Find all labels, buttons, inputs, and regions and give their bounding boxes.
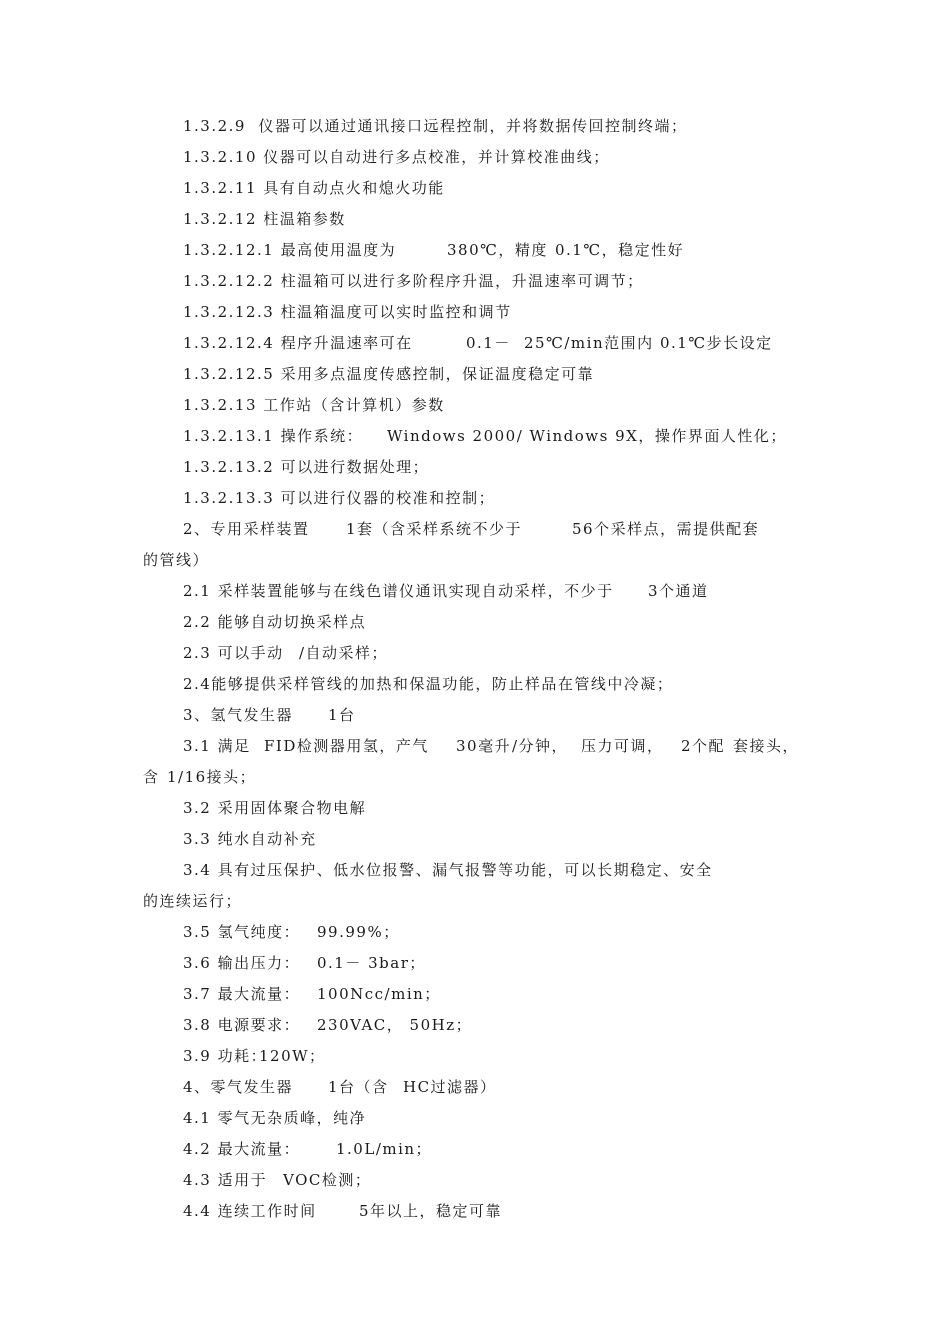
line-text: 1.0L/min； — [336, 1140, 433, 1158]
line-text: 1.3.2.13.2 可以进行数据处理； — [183, 458, 430, 476]
line-text: 1.3.2.10 仪器可以自动进行多点校准，并计算校准曲线； — [183, 148, 610, 166]
line-text: 99.99%； — [317, 923, 400, 941]
line-text: 3.3 纯水自动补充 — [183, 830, 317, 848]
line-text: Windows 2000/ Windows 9X，操作界面人性化； — [387, 427, 787, 445]
line-text: 2.2 能够自动切换采样点 — [183, 613, 367, 631]
line-text: /自动采样； — [299, 644, 389, 662]
line-text: 的管线） — [143, 551, 210, 569]
line-text: 含 — [143, 768, 160, 786]
line-text: /分钟， — [512, 737, 569, 755]
line-text: 5年以上，稳定可靠 — [359, 1202, 503, 1220]
line-text: 套接头， — [733, 737, 800, 755]
line-text: 0.1－ 3bar； — [317, 954, 426, 972]
line-text: 2、专用采样装置 — [183, 520, 310, 538]
line-text: 4.3 适用于 — [183, 1171, 268, 1189]
line-text: 1套（含采样系统不少于 — [346, 520, 523, 538]
line-text: 1.3.2.11 具有自动点火和熄火功能 — [183, 179, 445, 197]
line-text: 3.9 功耗： — [183, 1047, 268, 1065]
line-text: 56个采样点，需提供配套 — [572, 520, 760, 538]
line-text: VOC检测； — [283, 1171, 372, 1189]
text-line — [183, 1201, 503, 1281]
line-text: 1.3.2.9 仪器可以通过通讯接口远程控制，并将数据传回控制终端； — [183, 117, 688, 135]
line-text: 0.1℃，稳定性好 — [555, 241, 685, 259]
line-text: 380℃，精度 — [447, 241, 548, 259]
line-text: 1台（含 — [328, 1078, 389, 1096]
line-text: 30毫升 — [456, 737, 512, 755]
line-text: 1台 — [328, 706, 356, 724]
line-text: 1.3.2.12 柱温箱参数 — [183, 210, 346, 228]
line-text: 压力可调， — [581, 737, 664, 755]
line-text: 1.3.2.12.3 柱温箱温度可以实时监控和调节 — [183, 303, 512, 321]
line-text: 3.7 最大流量： — [183, 985, 301, 1003]
line-text: 3.5 氢气纯度： — [183, 923, 301, 941]
line-text: FID检测器用氢，产气 — [264, 737, 429, 755]
line-text: 1.3.2.13 工作站（含计算机）参数 — [183, 396, 445, 414]
line-text: 4、零气发生器 — [183, 1078, 294, 1096]
line-text: 230VAC， 50Hz； — [317, 1016, 473, 1034]
line-text: 120W； — [259, 1047, 326, 1065]
line-text: 2.4能够提供采样管线的加热和保温功能，防止样品在管线中冷凝； — [183, 675, 674, 693]
line-text: 3.4 具有过压保护、低水位报警、漏气报警等功能，可以长期稳定、安全 — [183, 861, 713, 879]
line-text: 0.1℃步长设定 — [660, 334, 773, 352]
line-text: 4.4 连续工作时间 — [183, 1202, 317, 1220]
line-text: 1.3.2.13.1 操作系统： — [183, 427, 364, 445]
line-text: 4.1 零气无杂质峰，纯净 — [183, 1109, 367, 1127]
line-text: 2个配 — [681, 737, 726, 755]
line-text: 100Ncc/min； — [317, 985, 441, 1003]
line-text: 4.2 最大流量： — [183, 1140, 301, 1158]
line-text: 1.3.2.13.3 可以进行仪器的校准和控制； — [183, 489, 496, 507]
line-text: 3.8 电源要求： — [183, 1016, 301, 1034]
line-text: 的连续运行； — [143, 892, 243, 910]
line-text: 2.1 采样装置能够与在线色谱仪通讯实现自动采样，不少于 — [183, 582, 614, 600]
line-text: 0.1－ — [466, 334, 511, 352]
line-text: 25℃/min范围内 — [524, 334, 654, 352]
line-text: 1.3.2.12.2 柱温箱可以进行多阶程序升温，升温速率可调节； — [183, 272, 644, 290]
line-text: 3.2 采用固体聚合物电解 — [183, 799, 367, 817]
line-text: 3个通道 — [648, 582, 709, 600]
line-text: 3.6 输出压力： — [183, 954, 301, 972]
line-text: 3、氢气发生器 — [183, 706, 294, 724]
line-text: 2.3 可以手动 — [183, 644, 284, 662]
line-text: 3.1 满足 — [183, 737, 251, 755]
line-text: HC过滤器） — [403, 1078, 497, 1096]
line-text: 1/16接头； — [167, 768, 257, 786]
line-text: 1.3.2.12.5 采用多点温度传感控制，保证温度稳定可靠 — [183, 365, 595, 383]
line-text: 1.3.2.12.4 程序升温速率可在 — [183, 334, 413, 352]
line-text: 1.3.2.12.1 最高使用温度为 — [183, 241, 397, 259]
